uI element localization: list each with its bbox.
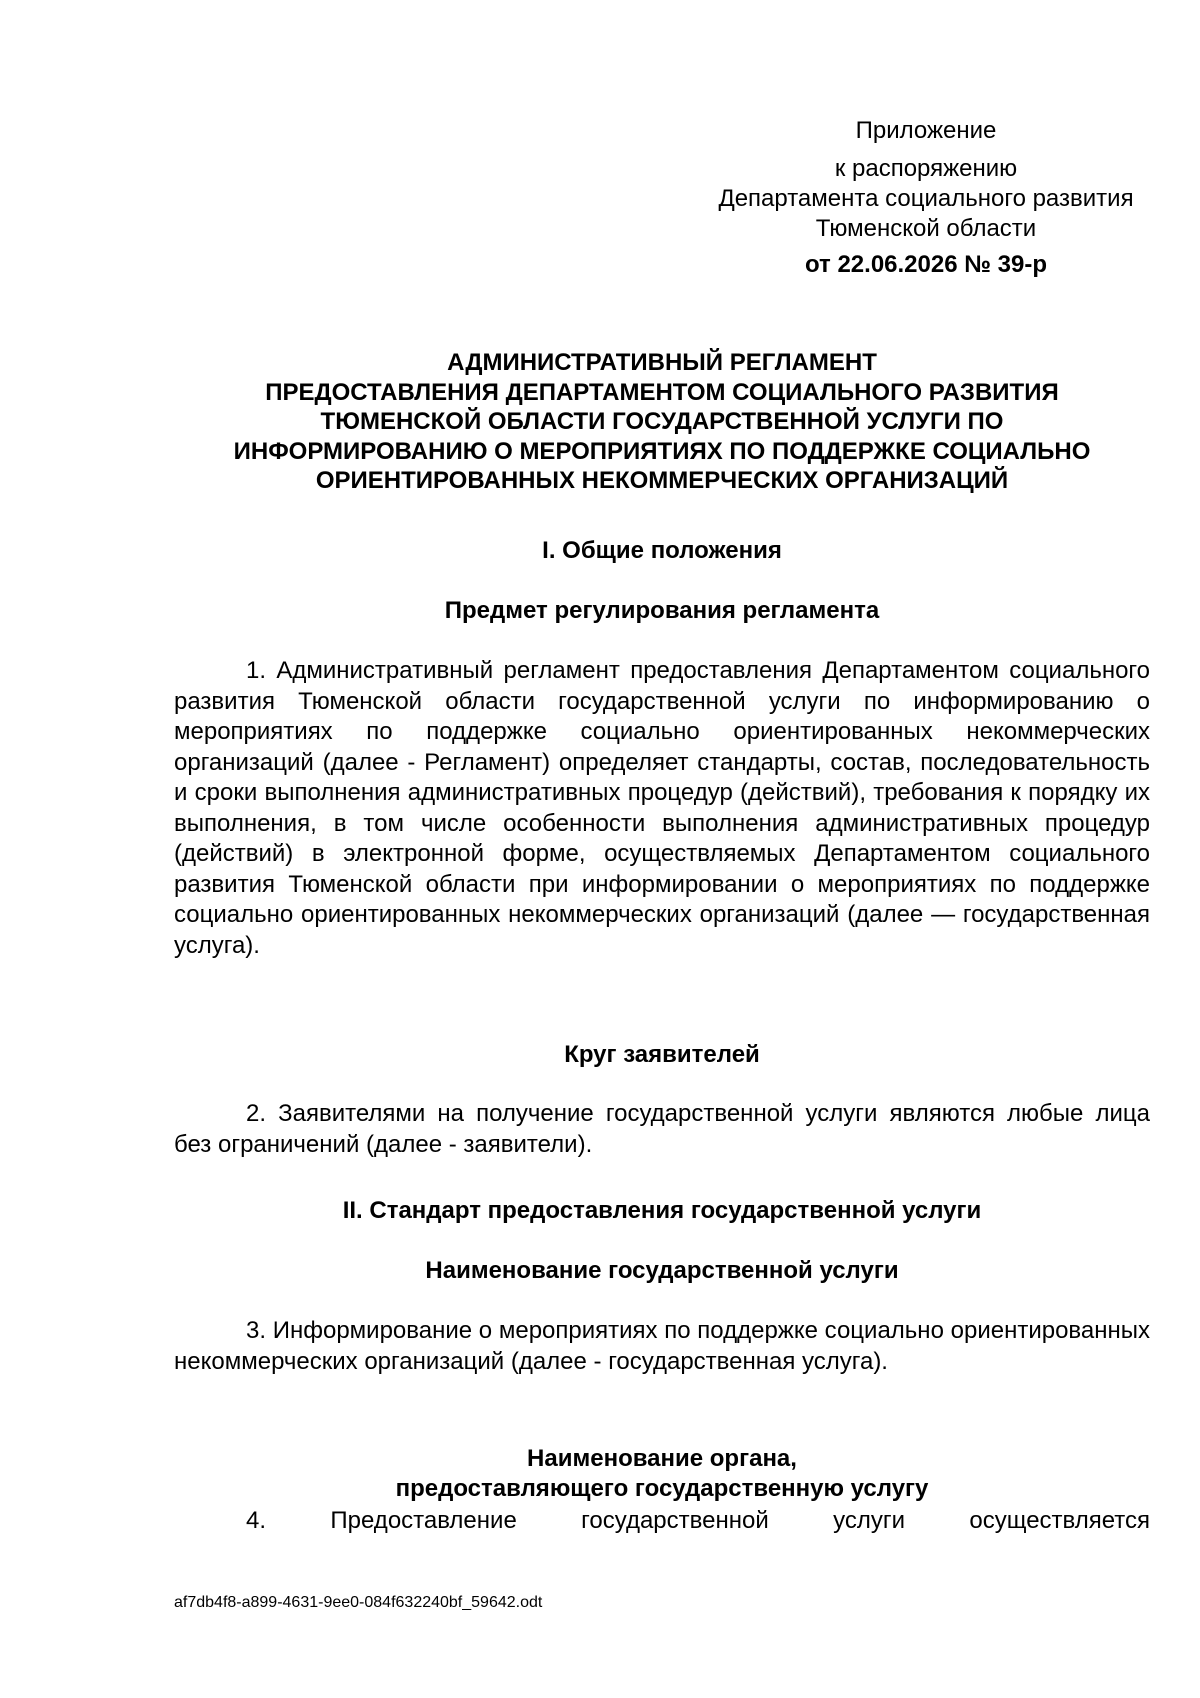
approval-line: к распоряжению: [834, 155, 1018, 182]
approval-line: Департамента социального развития: [718, 185, 1134, 212]
paragraph-2: 2. Заявителями на получение государственной услуги являются любые лица без ограничений (далее - заявители).: [174, 1100, 1150, 1158]
document-title-line: ОРИЕНТИРОВАННЫХ НЕКОММЕРЧЕСКИХ ОРГАНИЗАЦИЙ: [315, 467, 1009, 494]
subsection-heading-line: Наименование органа,: [527, 1445, 797, 1472]
approval-order: от 22.06.2026 № 39-р: [804, 251, 1048, 278]
subsection-heading: Предмет регулирования регламента: [444, 597, 880, 624]
paragraph-1: 1. Административный регламент предоставления Департаментом социального развития Тюменской области государственной услуги по информированию о мероприятиях по поддержке социально ориентированных некоммерческих организаций (далее - Регламент) определяет стандарты, состав, последовательность и сроки выполнения административных процедур (действий), требования к порядку их выполнения, в том числе особенности выполнения административных процедур (действий) в электронной форме, осуществляемых Департаментом социального развития Тюменской области при информировании о мероприятиях по поддержке социально ориентированных некоммерческих организаций (далее — государственная услуга).: [174, 657, 1150, 959]
paragraph-4: 4. Предоставление государственной услуги осуществляется: [246, 1507, 1150, 1534]
document-title-line: ТЮМЕНСКОЙ ОБЛАСТИ ГОСУДАРСТВЕННОЙ УСЛУГИ ПО: [320, 408, 1004, 435]
paragraph-3: 3. Информирование о мероприятиях по поддержке социально ориентированных некоммерческих организаций (далее - государственная услуга).: [174, 1317, 1150, 1375]
subsection-heading: Наименование государственной услуги: [425, 1257, 899, 1284]
footer-filename: af7db4f8-a899-4631-9ee0-084f632240bf_59642.odt: [174, 1594, 543, 1611]
document-title: [174, 348, 1150, 496]
approval-line: Тюменской области: [815, 215, 1037, 242]
document-title-line: ИНФОРМИРОВАНИЮ О МЕРОПРИЯТИЯХ ПО ПОДДЕРЖКЕ СОЦИАЛЬНО: [233, 437, 1091, 465]
document-title-line: АДМИНИСТРАТИВНЫЙ РЕГЛАМЕНТ: [447, 349, 877, 376]
section-heading: I. Общие положения: [542, 537, 782, 564]
subsection-heading: [174, 1444, 1150, 1504]
section-heading: II. Стандарт предоставления государственной услуги: [342, 1197, 982, 1224]
subsection-heading: Круг заявителей: [564, 1041, 760, 1068]
document-title-line: ПРЕДОСТАВЛЕНИЯ ДЕПАРТАМЕНТОМ СОЦИАЛЬНОГО РАЗВИТИЯ: [265, 378, 1059, 406]
approval-title: Приложение: [855, 117, 997, 144]
approval-block: [696, 116, 1156, 280]
subsection-heading-line: предоставляющего государственную услугу: [395, 1475, 929, 1502]
